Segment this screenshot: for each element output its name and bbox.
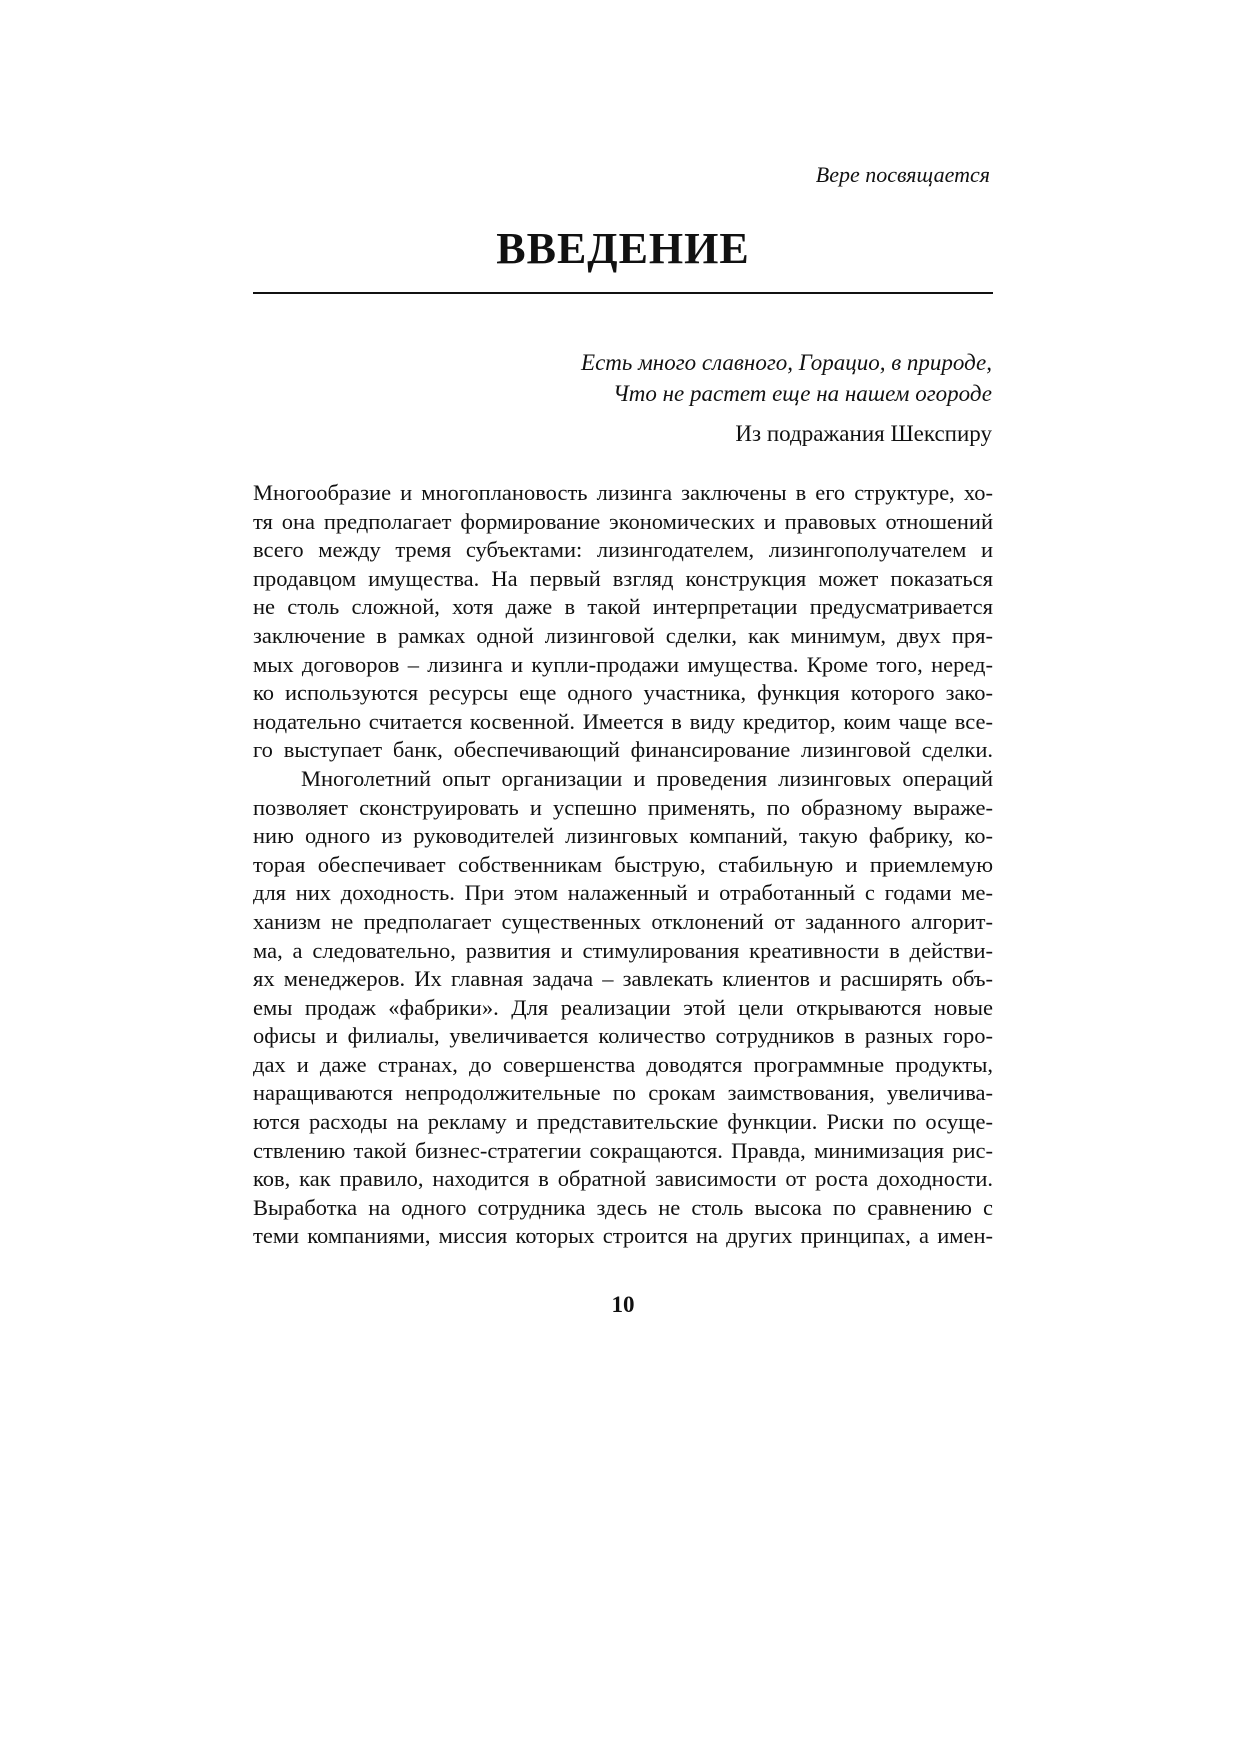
text-line: Многолетний опыт организации и проведения лизинговых операций [301,765,993,791]
title-divider [253,292,993,294]
text-line: офисы и филиалы, увеличивается количество сотрудников в разных горо- [253,1023,993,1049]
text-line: нодательно считается косвенной. Имеется в виду кредитор, коим чаще все- [253,708,993,734]
text-line: ков, как правило, находится в обратной зависимости от роста доходности. [253,1166,993,1192]
page-number: 10 [611,1292,635,1317]
text-line: заключение в рамках одной лизинговой сделки, как минимум, двух пря- [253,622,993,648]
text-line: емы продаж «фабрики». Для реализации этой цели открываются новые [253,994,993,1020]
text-line: наращиваются непродолжительные по срокам заимствования, увеличива- [253,1080,993,1106]
text-line: дах и даже странах, до совершенства доводятся программные продукты, [253,1051,993,1077]
text-line: ма, а следовательно, развития и стимулирования креативности в действи- [253,937,993,963]
text-line: не столь сложной, хотя даже в такой интерпретации предусматривается [253,594,993,620]
text-line: ются расходы на рекламу и представительские функции. Риски по осуще- [253,1109,993,1135]
body-text [253,479,993,1251]
text-line: Выработка на одного сотрудника здесь не столь высока по сравнению с [253,1194,993,1220]
text-line: го выступает банк, обеспечивающий финансирование лизинговой сделки. [253,737,993,763]
text-line: позволяет сконструировать и успешно применять, по образному выраже- [253,794,993,820]
chapter-title: ВВЕДЕНИЕ [496,224,750,273]
text-line: нию одного из руководителей лизинговых компаний, такую фабрику, ко- [253,823,993,849]
text-line: продавцом имущества. На первый взгляд конструкция может показаться [253,565,993,591]
dedication: Вере посвящается [815,162,990,187]
text-line: Многообразие и многоплановость лизинга заключены в его структуре, хо- [253,480,993,505]
text-line: для них доходность. При этом налаженный и отработанный с годами ме- [253,880,993,906]
epigraph-attribution: Из подражания Шекспиру [735,421,992,446]
epigraph [581,347,992,449]
text-line: ствлению такой бизнес-стратегии сокращаются. Правда, минимизация рис- [253,1137,993,1163]
text-line: ко используются ресурсы еще одного участника, функция которого зако- [253,680,993,706]
text-line: мых договоров – лизинга и купли-продажи имущества. Кроме того, неред- [253,651,993,677]
text-line: всего между тремя субъектами: лизингодателем, лизингополучателем и [253,537,993,563]
text-line: тя она предполагает формирование экономических и правовых отношений [253,508,993,534]
epigraph-line: Что не растет еще на нашем огороде [612,381,992,406]
text-line: ханизм не предполагает существенных отклонений от заданного алгорит- [253,908,993,934]
text-line: торая обеспечивает собственникам быструю, стабильную и приемлемую [253,851,993,877]
text-line: теми компаниями, миссия которых строится на других принципах, а имен- [253,1223,993,1249]
epigraph-line: Есть много славного, Горацио, в природе, [581,350,992,375]
text-line: ях менеджеров. Их главная задача – завлекать клиентов и расширять объ- [253,966,993,992]
